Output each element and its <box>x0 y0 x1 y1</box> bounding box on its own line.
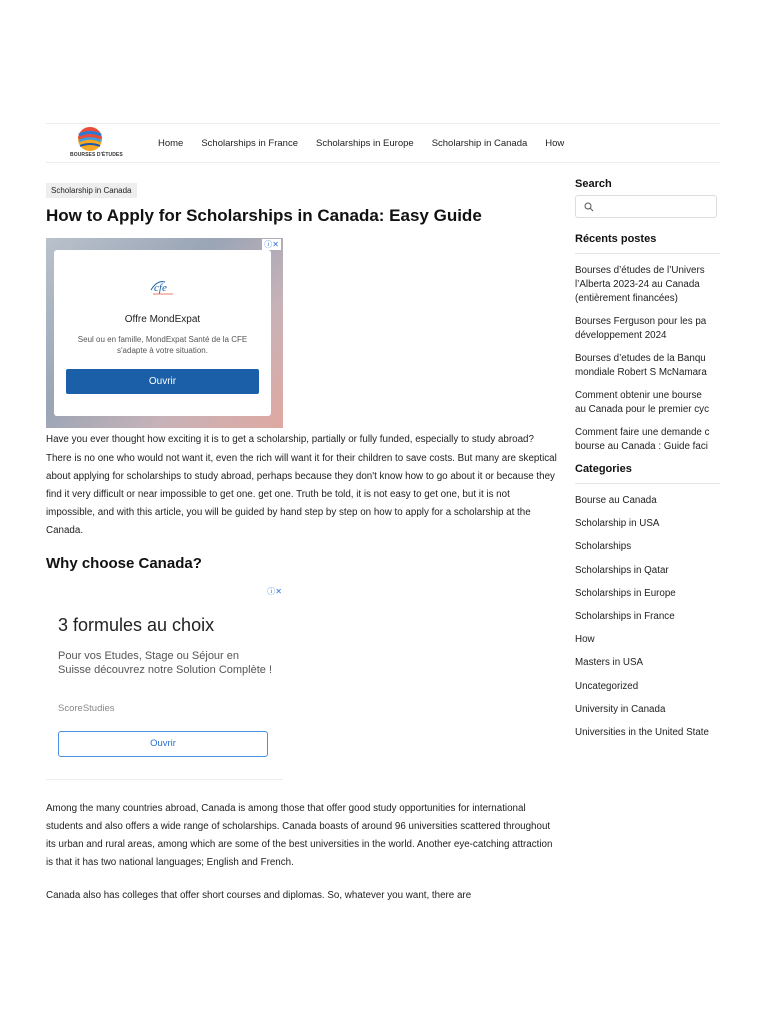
ad-description: Pour vos Etudes, Stage ou Séjour en Suisse découvrez notre Solution Complète ! <box>58 649 273 676</box>
search-box[interactable] <box>575 195 717 218</box>
category-link[interactable]: Scholarships in Europe <box>575 587 676 599</box>
search-icon[interactable] <box>584 202 594 212</box>
ad-banner-mondexpat[interactable] <box>46 238 283 428</box>
category-link[interactable]: Scholarships in Qatar <box>575 564 669 576</box>
category-link[interactable]: Universities in the United State <box>575 726 709 738</box>
recent-post-link[interactable]: Comment obtenir une bourse au Canada pour le premier cyc <box>575 390 709 415</box>
main-nav <box>158 124 564 162</box>
body-paragraph: Canada also has colleges that offer short courses and diplomas. So, whatever you want, there are <box>46 890 472 902</box>
ad-open-button[interactable]: Ouvrir <box>66 369 259 394</box>
recent-post-link[interactable]: Comment faire une demande c bourse au Canada : Guide faci <box>575 427 710 452</box>
divider <box>575 253 720 254</box>
ad-description: Seul ou en famille, MondExpat Santé de la CFE s'adapte à votre situation. <box>77 335 248 356</box>
intro-paragraph: Have you ever thought how exciting it is to get a scholarship, partially or fully funded, especially to study abroad? There is no one who would not want it, even the rich will want it for their children to save costs. But many are skeptical about applying for scholarships to study abroad, perhaps because they don't know how to go about it or because they find it very difficult or near impossible to get one. get one. Truth be told, it is not easy to get one, but it is not impossible, and with this article, you will be guided by hand step by step on how to apply for a scholarship at the Canada. <box>46 434 557 537</box>
categories-title: Categories <box>575 463 632 475</box>
body-paragraph: Among the many countries abroad, Canada is among those that offer good study opportunities for international students and also offers a wide range of scholarships. Canada boasts of around 96 universities scattered throughout its urban and rural areas, among which are some of the best universities in the world. Another eye-catching attraction is that it has two national languages; English and French. <box>46 802 553 869</box>
category-link[interactable]: Scholarships in France <box>575 610 675 622</box>
ad-open-button[interactable]: Ouvrir <box>58 731 268 757</box>
category-link[interactable]: Scholarship in USA <box>575 518 660 530</box>
cfe-logo-text: cfe <box>154 282 167 295</box>
site-header <box>46 123 720 163</box>
search-title: Search <box>575 178 612 190</box>
nav-scholarships-europe[interactable]: Scholarships in Europe <box>315 137 414 149</box>
ad-title: Offre MondExpat <box>124 314 201 326</box>
category-link[interactable]: Scholarships <box>575 541 632 553</box>
logo-text: BOURSES D'ÉTUDES <box>70 152 123 158</box>
recent-post-link[interactable]: Bourses Ferguson pour les pa développement 2024 <box>575 316 707 341</box>
category-link[interactable]: Masters in USA <box>575 657 644 669</box>
recent-posts-title: Récents postes <box>575 233 657 245</box>
recent-post-link[interactable]: Bourses d’études de l’Univers l’Alberta 2023-24 au Canada (entièrement financées) <box>575 265 705 304</box>
ad-close-icon[interactable]: ⓘ✕ <box>267 586 282 596</box>
nav-how[interactable]: How <box>545 137 565 149</box>
search-input[interactable] <box>600 199 716 216</box>
cfe-logo-icon <box>149 278 177 296</box>
section-heading: Why choose Canada? <box>46 554 202 572</box>
nav-scholarships-france[interactable]: Scholarships in France <box>201 137 298 149</box>
ad-headline: 3 formules au choix <box>58 614 215 635</box>
recent-post-link[interactable]: Bourses d’etudes de la Banqu mondiale Robert S McNamara <box>575 353 707 378</box>
nav-scholarship-canada[interactable]: Scholarship in Canada <box>431 137 528 149</box>
category-link[interactable]: How <box>575 634 595 646</box>
ad-banner-scorestudies[interactable] <box>46 586 283 780</box>
category-link[interactable]: University in Canada <box>575 703 666 715</box>
category-tag[interactable]: Scholarship in Canada <box>46 183 137 198</box>
sidebar <box>575 178 720 749</box>
category-link[interactable]: Uncategorized <box>575 680 639 692</box>
ad-close-icon[interactable]: ⓘ✕ <box>264 240 279 250</box>
page-title: How to Apply for Scholarships in Canada: Easy Guide <box>46 206 482 225</box>
ad-brand: ScoreStudies <box>58 702 115 714</box>
category-link[interactable]: Bourse au Canada <box>575 495 657 506</box>
article <box>46 180 558 906</box>
ad-card <box>54 250 271 416</box>
divider <box>575 483 720 484</box>
nav-home[interactable]: Home <box>158 137 184 149</box>
